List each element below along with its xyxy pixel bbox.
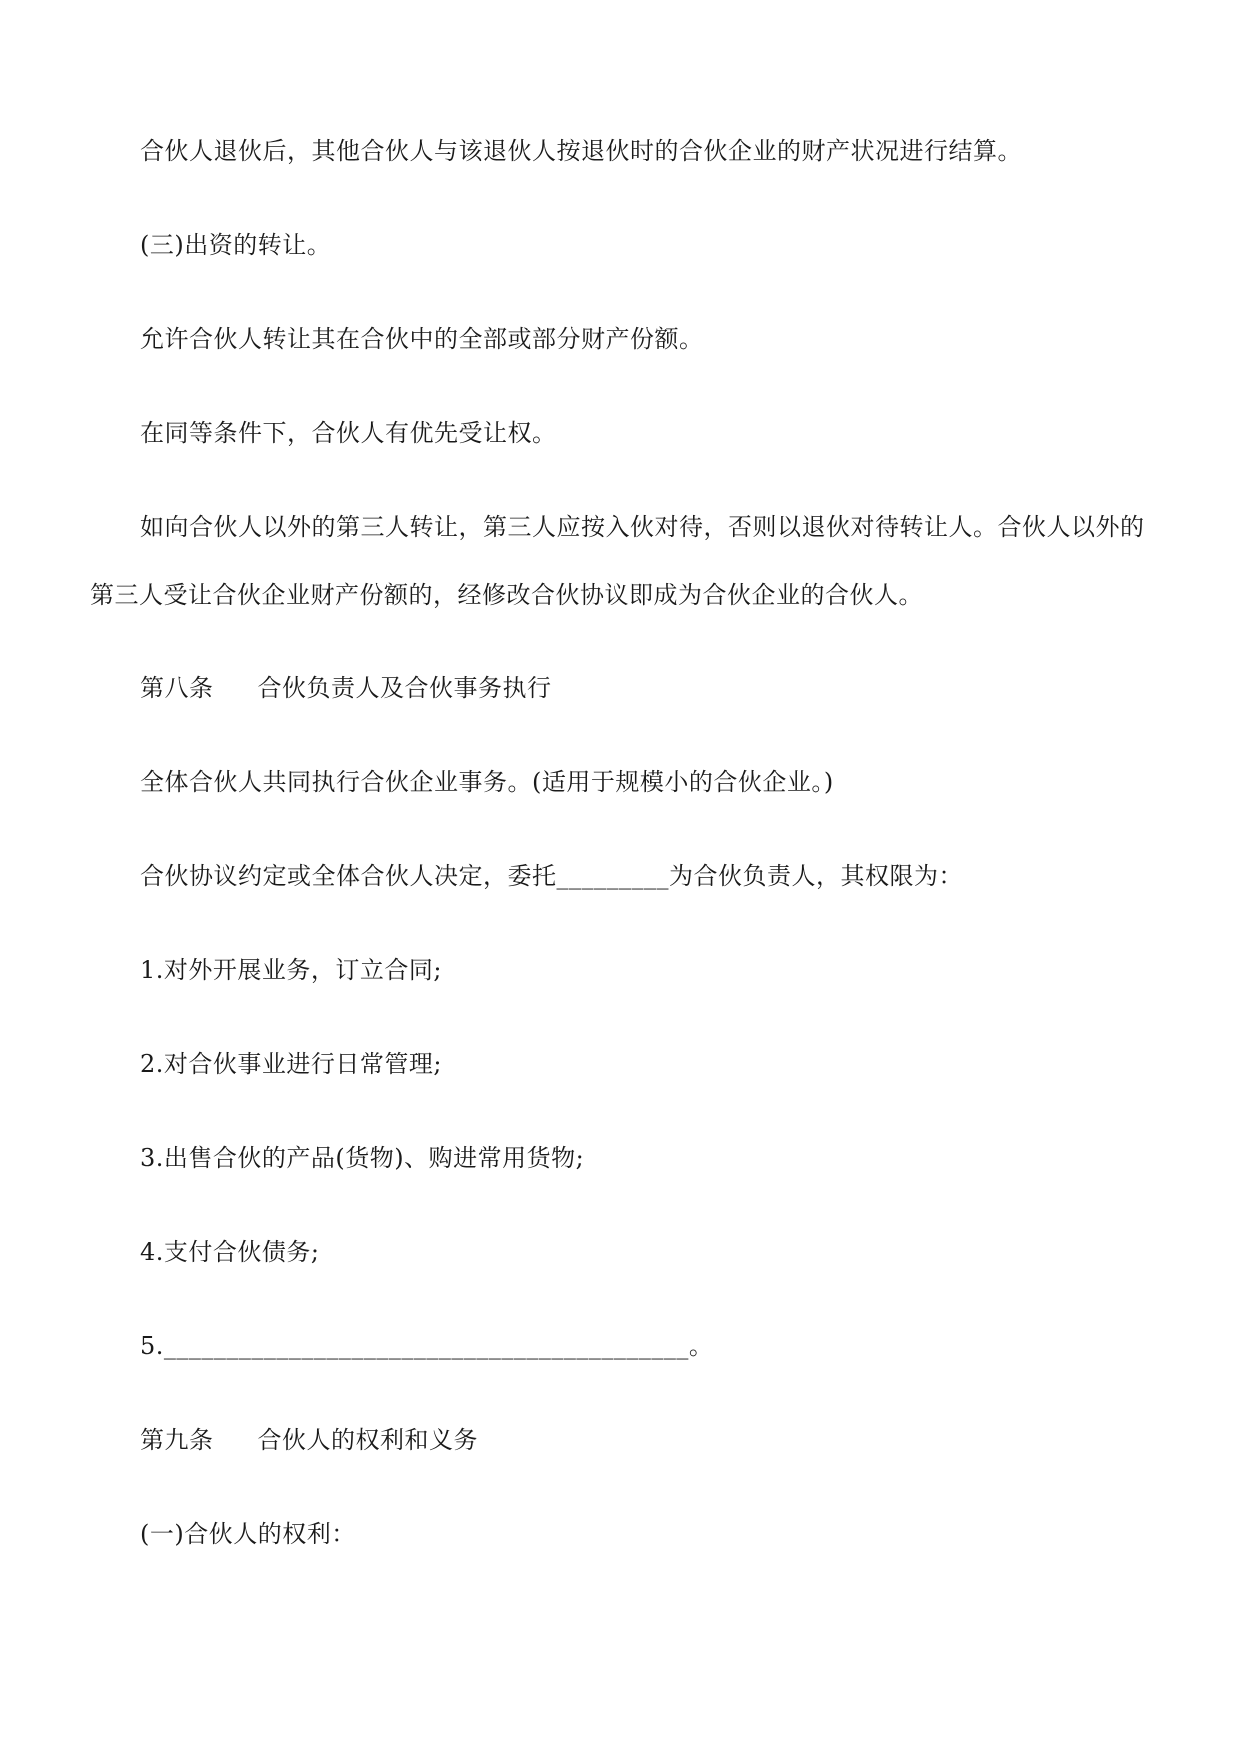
paragraph-transfer-allowed: 允许合伙人转让其在合伙中的全部或部分财产份额。 xyxy=(140,325,704,353)
paragraph-delegate: 合伙协议约定或全体合伙人决定，委托_________为合伙负责人，其权限为： xyxy=(140,862,963,890)
list-item-5: 5.__________________________________________。 xyxy=(140,1332,714,1360)
paragraph-third-party-line2: 第三人受让合伙企业财产份额的，经修改合伙协议即成为合伙企业的合伙人。 xyxy=(90,581,923,609)
list-item-4: 4.支付合伙债务; xyxy=(140,1238,320,1266)
paragraph-joint-execution: 全体合伙人共同执行合伙企业事务。(适用于规模小的合伙企业。) xyxy=(140,768,834,796)
article-9-title: 合伙人的权利和义务 xyxy=(257,1426,478,1454)
article-9-number: 第九条 xyxy=(140,1426,214,1454)
paragraph-third-party-line1: 如向合伙人以外的第三人转让，第三人应按入伙对待，否则以退伙对待转让人。合伙人以外的 xyxy=(140,513,1145,541)
section-heading-rights: (一)合伙人的权利： xyxy=(140,1520,356,1548)
paragraph-settlement: 合伙人退伙后，其他合伙人与该退伙人按退伙时的合伙企业的财产状况进行结算。 xyxy=(140,137,1022,165)
paragraph-priority-right: 在同等条件下，合伙人有优先受让权。 xyxy=(140,419,557,447)
article-8-number: 第八条 xyxy=(140,674,214,702)
section-heading-transfer: (三)出资的转让。 xyxy=(140,231,332,259)
article-8-title: 合伙负责人及合伙事务执行 xyxy=(257,674,552,702)
list-item-2: 2.对合伙事业进行日常管理; xyxy=(140,1050,442,1078)
article-8-heading xyxy=(140,673,552,703)
article-9-heading xyxy=(140,1425,478,1455)
list-item-1: 1.对外开展业务，订立合同; xyxy=(140,956,442,984)
list-item-3: 3.出售合伙的产品(货物)、购进常用货物; xyxy=(140,1144,585,1172)
